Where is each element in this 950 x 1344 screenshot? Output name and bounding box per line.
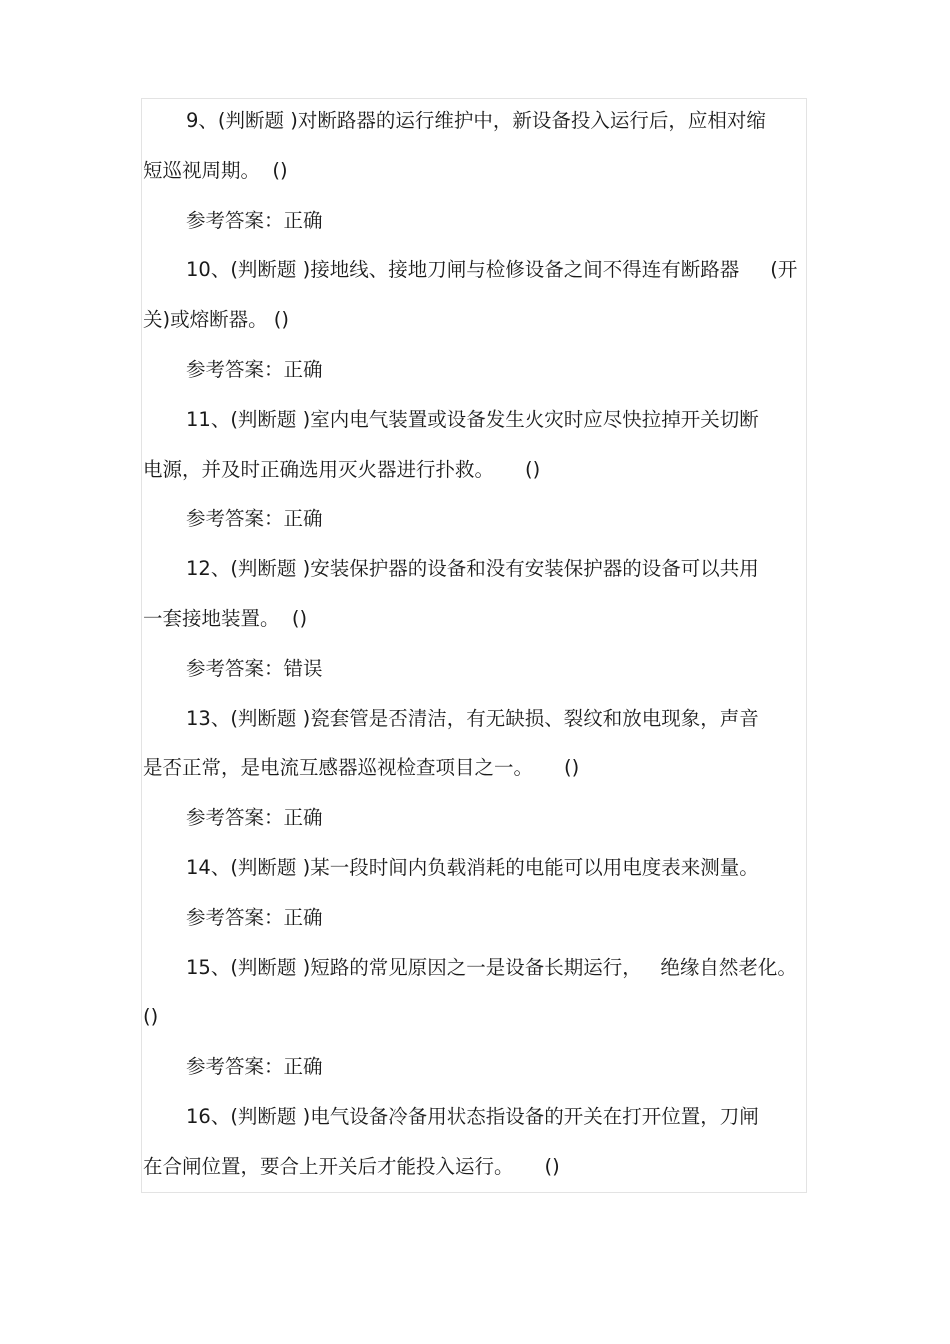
reference-answer: 参考答案：正确 bbox=[186, 208, 323, 232]
question-text: 11、(判断题 )室内电气装置或设备发生火灾时应尽快拉掉开关切断 bbox=[186, 407, 759, 431]
question-text: 10、(判断题 )接地线、接地刀闸与检修设备之间不得连有断路器 (开 bbox=[186, 258, 798, 282]
question-text-continued: 在合闸位置，要合上开关后才能投入运行。 () bbox=[143, 1154, 560, 1178]
question-11 bbox=[143, 395, 808, 544]
question-15 bbox=[143, 943, 808, 1092]
question-text-continued: () bbox=[143, 1005, 159, 1029]
reference-answer: 参考答案：错误 bbox=[186, 656, 323, 680]
reference-answer: 参考答案：正确 bbox=[186, 507, 323, 531]
question-text-continued: 电源，并及时正确选用灭火器进行扑救。 () bbox=[143, 457, 541, 481]
question-text-continued: 短巡视周期。 () bbox=[143, 158, 288, 182]
question-list bbox=[143, 96, 808, 1192]
question-13 bbox=[143, 694, 808, 843]
question-text: 14、(判断题 )某一段时间内负载消耗的电能可以用电度表来测量。 bbox=[186, 855, 759, 879]
question-text: 16、(判断题 )电气设备冷备用状态指设备的开关在打开位置，刀闸 bbox=[186, 1104, 759, 1128]
question-text: 13、(判断题 )瓷套管是否清洁，有无缺损、裂纹和放电现象，声音 bbox=[186, 706, 759, 730]
question-text-continued: 是否正常，是电流互感器巡视检查项目之一。 () bbox=[143, 756, 580, 780]
question-text-continued: 一套接地装置。 () bbox=[143, 606, 308, 630]
question-10 bbox=[143, 245, 808, 394]
reference-answer: 参考答案：正确 bbox=[186, 357, 323, 381]
question-16 bbox=[143, 1092, 808, 1192]
reference-answer: 参考答案：正确 bbox=[186, 905, 323, 929]
question-12 bbox=[143, 544, 808, 693]
question-text: 9、(判断题 )对断路器的运行维护中，新设备投入运行后，应相对缩 bbox=[186, 109, 766, 132]
reference-answer: 参考答案：正确 bbox=[186, 806, 323, 830]
question-14 bbox=[143, 843, 808, 943]
question-text: 15、(判断题 )短路的常见原因之一是设备长期运行， 绝缘自然老化。 bbox=[186, 955, 797, 979]
reference-answer: 参考答案：正确 bbox=[186, 1055, 323, 1079]
question-text: 12、(判断题 )安装保护器的设备和没有安装保护器的设备可以共用 bbox=[186, 557, 759, 581]
question-text-continued: 关)或熔断器。 () bbox=[143, 308, 290, 332]
question-9 bbox=[143, 96, 808, 245]
